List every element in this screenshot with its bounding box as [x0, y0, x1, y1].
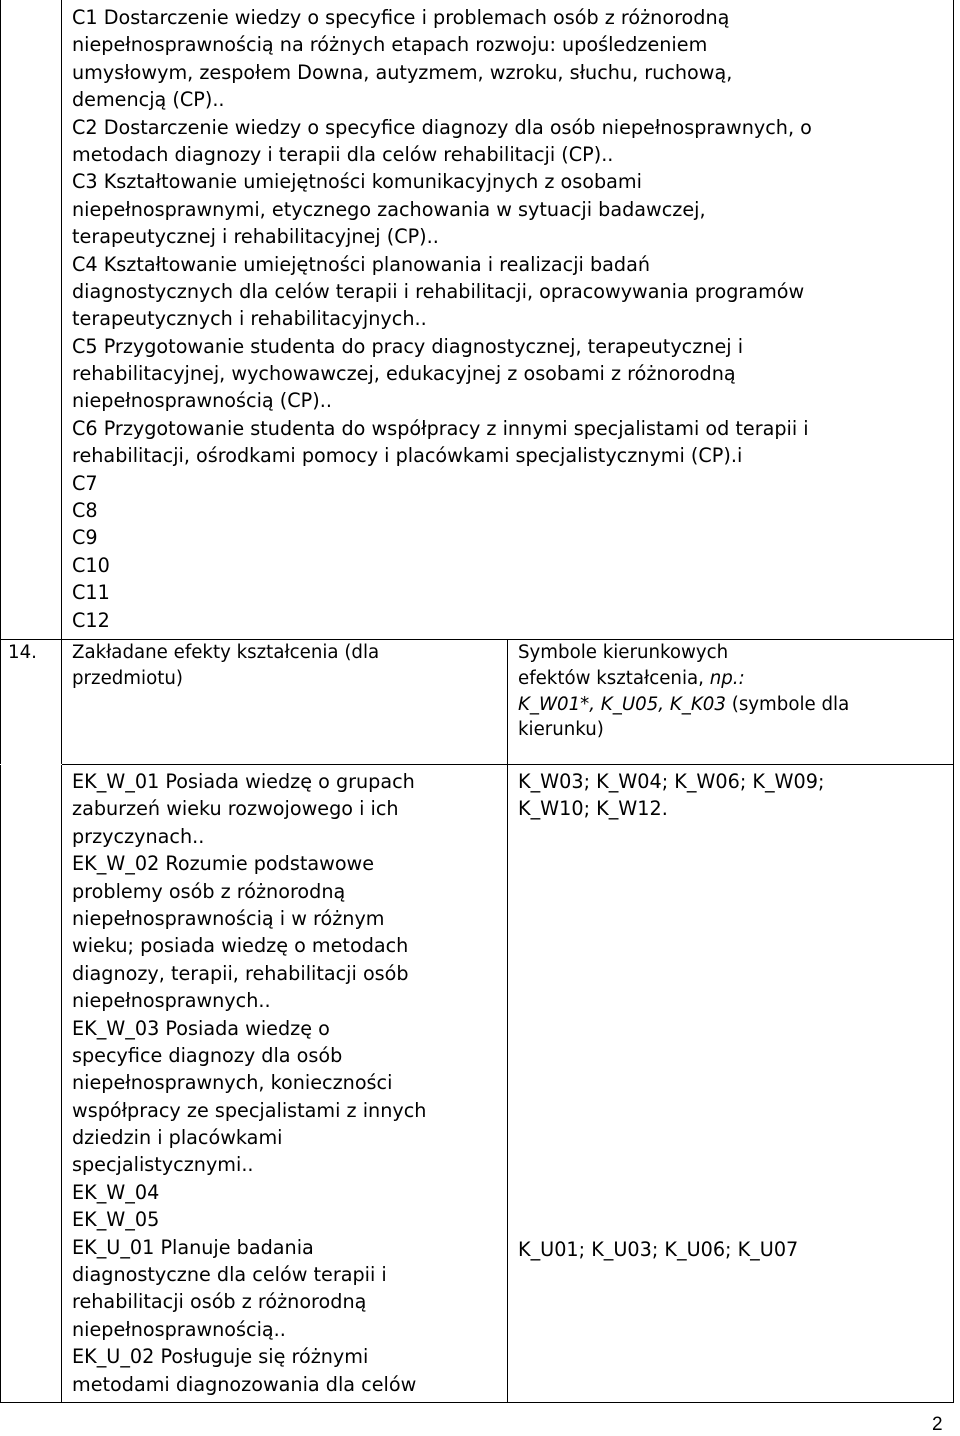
symbols-heading-line: efektów kształcenia, np.: — [518, 667, 745, 689]
effect-line: niepełnosprawnych.. — [72, 989, 271, 1013]
symbols-heading-line: kierunku) — [518, 719, 604, 741]
effect-line: rehabilitacji osób z różnorodną — [72, 1290, 367, 1314]
aim-line: C8 — [72, 499, 98, 523]
aim-line: C11 — [72, 581, 110, 605]
aim-line: C4 Kształtowanie umiejętności planowania i realizacji badań — [72, 252, 650, 276]
effect-line: EK_W_05 — [72, 1208, 160, 1232]
aim-line: diagnostycznych dla celów terapii i rehabilitacji, opracowywania programów — [72, 279, 805, 303]
symbol-line: K_W03; K_W04; K_W06; K_W09; — [518, 770, 825, 793]
effect-line: specyfice diagnozy dla osób — [72, 1043, 343, 1067]
learning-effects — [72, 768, 426, 1398]
aim-line: terapeutycznych i rehabilitacyjnych.. — [72, 307, 427, 331]
effect-line: niepełnosprawnością i w różnym — [72, 906, 385, 930]
effect-line: EK_W_01 Posiada wiedzę o grupach — [72, 770, 415, 793]
effect-line: diagnozy, terapii, rehabilitacji osób — [72, 961, 409, 985]
effect-line: problemy osób z różnorodną — [72, 879, 346, 903]
effect-line: EK_W_02 Rozumie podstawowe — [72, 852, 375, 876]
symbol-line: K_U01; K_U03; K_U06; K_U07 — [518, 1238, 799, 1261]
course-aims — [72, 4, 812, 634]
symbols-heading — [518, 640, 849, 743]
effect-line: diagnostyczne dla celów terapii i — [72, 1263, 387, 1287]
effect-line: współpracy ze specjalistami z innych — [72, 1098, 427, 1122]
aim-line: C9 — [72, 526, 98, 550]
row-divider-header — [62, 764, 954, 765]
aim-line: C7 — [72, 471, 98, 495]
skills-symbols — [518, 1236, 798, 1263]
effect-line: zaburzeń wieku rozwojowego i ich — [72, 797, 399, 821]
aim-line: C3 Kształtowanie umiejętności komunikacyjnych z osobami — [72, 170, 642, 194]
aim-line: C1 Dostarczenie wiedzy o specyfice i problemach osób z różnorodną — [72, 6, 730, 29]
row-number: 14. — [8, 642, 37, 663]
aim-line: C2 Dostarczenie wiedzy o specyfice diagnozy dla osób niepełnosprawnych, o — [72, 115, 812, 139]
aim-line: C5 Przygotowanie studenta do pracy diagnostycznej, terapeutycznej i — [72, 334, 744, 358]
effect-line: metodami diagnozowania dla celów — [72, 1372, 417, 1396]
effects-heading — [72, 640, 379, 692]
symbols-heading-line: K_W01*, K_U05, K_K03 (symbole dla — [518, 693, 850, 715]
table-left-border — [0, 0, 1, 1403]
aim-line: rehabilitacyjnej, wychowawczej, edukacyjnej z osobami z różnorodną — [72, 362, 736, 386]
symbol-line: K_W10; K_W12. — [518, 797, 668, 821]
effect-line: wieku; posiada wiedzę o metodach — [72, 934, 409, 958]
aim-line: C6 Przygotowanie studenta do współpracy z innymi specjalistami od terapii i — [72, 416, 809, 440]
aim-line: niepełnosprawnymi, etycznego zachowania w sytuacji badawczej, — [72, 197, 706, 221]
aim-line: niepełnosprawnością (CP).. — [72, 389, 332, 413]
aim-line: niepełnosprawnością na różnych etapach rozwoju: upośledzeniem — [72, 33, 708, 57]
effect-line: EK_W_03 Posiada wiedzę o — [72, 1016, 330, 1040]
symbols-column-divider — [507, 639, 508, 1403]
aim-line: metodach diagnozy i terapii dla celów rehabilitacji (CP).. — [72, 142, 614, 166]
aim-line: terapeutycznej i rehabilitacyjnej (CP).. — [72, 225, 439, 249]
table-bottom-border — [0, 1402, 954, 1403]
aim-line: C12 — [72, 608, 110, 632]
effect-line: EK_U_01 Planuje badania — [72, 1235, 314, 1259]
effect-line: specjalistycznymi.. — [72, 1153, 254, 1177]
row-divider-number-gap — [0, 764, 62, 765]
aim-line: C10 — [72, 553, 110, 577]
aim-line: demencją (CP).. — [72, 88, 225, 112]
table-right-border — [953, 0, 954, 1403]
effects-heading-line: przedmiotu) — [72, 667, 183, 689]
effect-line: przyczynach.. — [72, 824, 205, 848]
symbols-heading-line: Symbole kierunkowych — [518, 642, 729, 663]
number-column-divider — [61, 0, 62, 1403]
aim-line: rehabilitacji, ośrodkami pomocy i placówkami specjalistycznymi (CP).i — [72, 444, 743, 468]
aim-line: umysłowym, zespołem Downa, autyzmem, wzroku, słuchu, ruchową, — [72, 60, 733, 84]
effect-line: EK_W_04 — [72, 1180, 160, 1204]
effect-line: niepełnosprawnych, konieczności — [72, 1071, 393, 1095]
effect-line: EK_U_02 Posługuje się różnymi — [72, 1345, 369, 1369]
page-number: 2 — [932, 1414, 943, 1435]
knowledge-symbols — [518, 768, 824, 823]
effect-line: dziedzin i placówkami — [72, 1126, 283, 1150]
effects-heading-line: Zakładane efekty kształcenia (dla — [72, 642, 380, 663]
effect-line: niepełnosprawnością.. — [72, 1317, 286, 1341]
